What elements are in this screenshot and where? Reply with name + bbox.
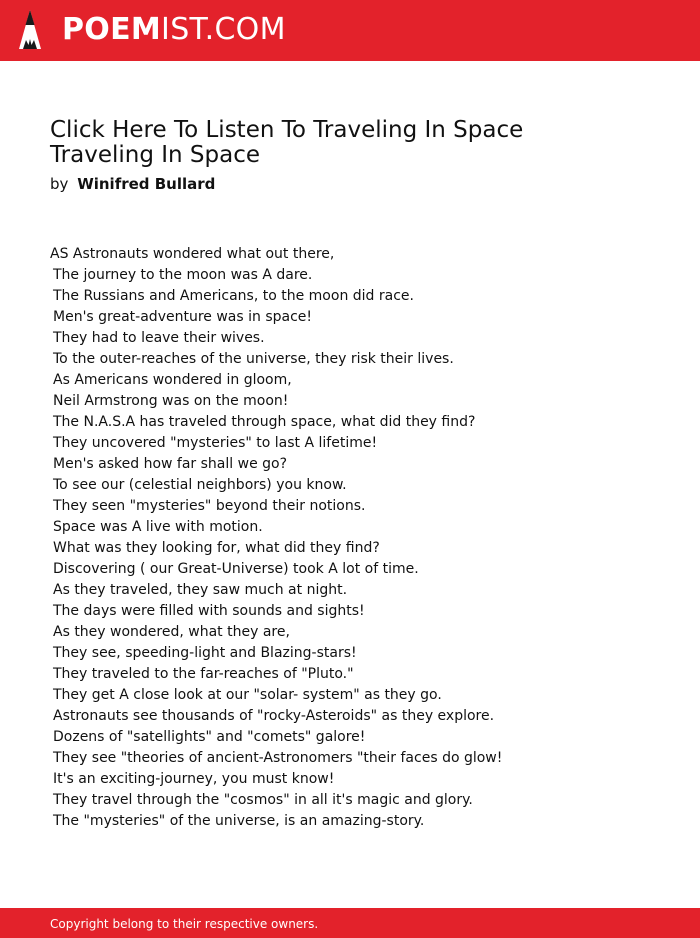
poem-line: They see, speeding-light and Blazing-stars! [53,645,357,661]
site-logo[interactable] [62,13,286,47]
poem-line: They travel through the "cosmos" in all it's magic and glory. [53,792,473,808]
poem-line: As Americans wondered in gloom, [53,372,292,388]
pencil-icon[interactable] [18,9,42,51]
poem-line: As they wondered, what they are, [53,624,290,640]
poem-line: They seen "mysteries" beyond their notions. [53,498,366,514]
poem-line: The Russians and Americans, to the moon did race. [53,288,414,304]
poem-body [50,244,670,832]
poem-line: Men's great-adventure was in space! [53,309,313,325]
poem-line: To see our (celestial neighbors) you know. [53,477,347,493]
poem-line: As they traveled, they saw much at night. [53,582,348,598]
byline [50,174,215,194]
poem-line: The "mysteries" of the universe, is an amazing-story. [53,813,425,829]
poem-line: They had to leave their wives. [53,330,265,346]
poem-line: It's an exciting-journey, you must know! [53,771,335,787]
logo-text-strong: POEM [62,12,162,47]
poem-line: To the outer-reaches of the universe, they risk their lives. [53,351,454,367]
poem-title [50,118,650,168]
poem-line: They uncovered "mysteries" to last A lifetime! [53,435,378,451]
poem-line: The N.A.S.A has traveled through space, what did they find? [53,414,476,430]
site-footer [0,908,700,938]
poem-line: Discovering ( our Great-Universe) took A lot of time. [53,561,419,577]
poem-line: They traveled to the far-reaches of "Pluto." [53,666,354,682]
poem-line: AS Astronauts wondered what out there, [50,246,335,262]
poem-line: They get A close look at our "solar- system" as they go. [53,687,442,703]
poem-line: They see "theories of ancient-Astronomers "their faces do glow! [53,750,503,766]
by-label: by [50,175,69,193]
poem-line: Men's asked how far shall we go? [53,456,288,472]
poem-line: Neil Armstrong was on the moon! [53,393,289,409]
poem-line: What was they looking for, what did they find? [53,540,380,556]
copyright-text: Copyright belong to their respective owners. [50,917,319,931]
poem-title-text: Traveling In Space [50,142,261,168]
poem-line: Dozens of "satellights" and "comets" galore! [53,729,366,745]
listen-link[interactable]: Click Here To Listen To Traveling In Space [50,117,524,143]
poem-line: Astronauts see thousands of "rocky-Asteroids" as they explore. [53,708,495,724]
poem-line: Space was A live with motion. [53,519,263,535]
author-name: Winifred Bullard [77,175,216,193]
site-header [0,0,700,61]
logo-text-light: IST.COM [161,12,286,47]
poem-line: The days were filled with sounds and sights! [53,603,365,619]
poem-line: The journey to the moon was A dare. [53,267,313,283]
